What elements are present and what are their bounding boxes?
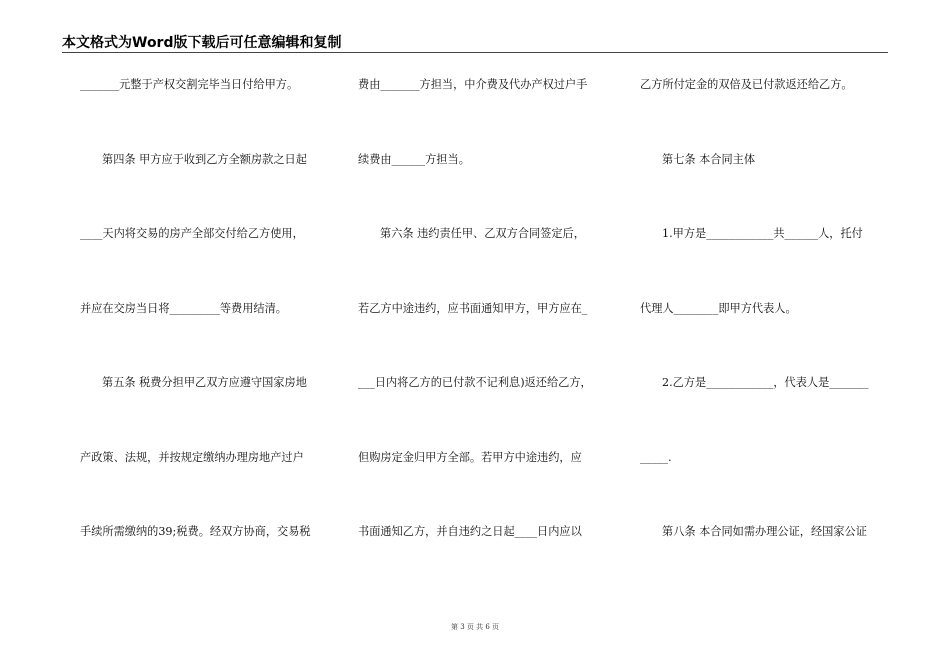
text-line: 但购房定金归甲方全部。若甲方中途违约，应: [358, 450, 582, 464]
text-column-3: [640, 75, 888, 597]
text-line: 第五条 税费分担甲乙双方应遵守国家房地: [102, 376, 307, 389]
text-line: 续费由______方担当。: [358, 152, 470, 166]
text-line: ___日内将乙方的已付款不记利息)返还给乙方，: [358, 376, 592, 389]
text-line: 代理人________即甲方代表人。: [640, 301, 797, 315]
text-line: 第四条 甲方应于收到乙方全额房款之日起: [102, 152, 307, 166]
document-header-title: 本文格式为Word版下载后可任意编辑和复制: [62, 35, 342, 51]
text-column-1: [80, 75, 325, 597]
text-line: _______元整于产权交割完毕当日付给甲方。: [80, 78, 299, 91]
text-line: ____天内将交易的房产全部交付给乙方使用，: [80, 227, 304, 240]
text-line: 产政策、法规，并按规定缴纳办理房地产过户: [80, 450, 304, 464]
text-line: 第八条 本合同如需办理公证，经国家公证: [662, 525, 867, 538]
text-line: 费由_______方担当，中介费及代办产权过户手: [358, 78, 588, 91]
text-line: 2.乙方是____________，代表人是_______: [662, 376, 869, 389]
header-divider: [62, 52, 888, 53]
text-line: 第六条 违约责任甲、乙双方合同签定后，: [380, 227, 585, 240]
text-column-2: [358, 75, 608, 597]
text-line: 并应在交房当日将_________等费用结清。: [80, 301, 287, 315]
page-number: 第 3 页 共 6 页: [450, 623, 500, 631]
text-line: 1.甲方是____________共______人，托付: [662, 227, 863, 240]
text-line: _____.: [640, 450, 672, 464]
text-line: 第七条 本合同主体: [662, 152, 756, 166]
text-line: 手续所需缴纳的39;税费。经双方协商，交易税: [80, 525, 311, 538]
text-line: 书面通知乙方，并自违约之日起____日内应以: [358, 525, 582, 538]
text-line: 若乙方中途违约，应书面通知甲方，甲方应在_: [358, 301, 588, 315]
text-line: 乙方所付定金的双倍及已付款返还给乙方。: [640, 78, 853, 91]
